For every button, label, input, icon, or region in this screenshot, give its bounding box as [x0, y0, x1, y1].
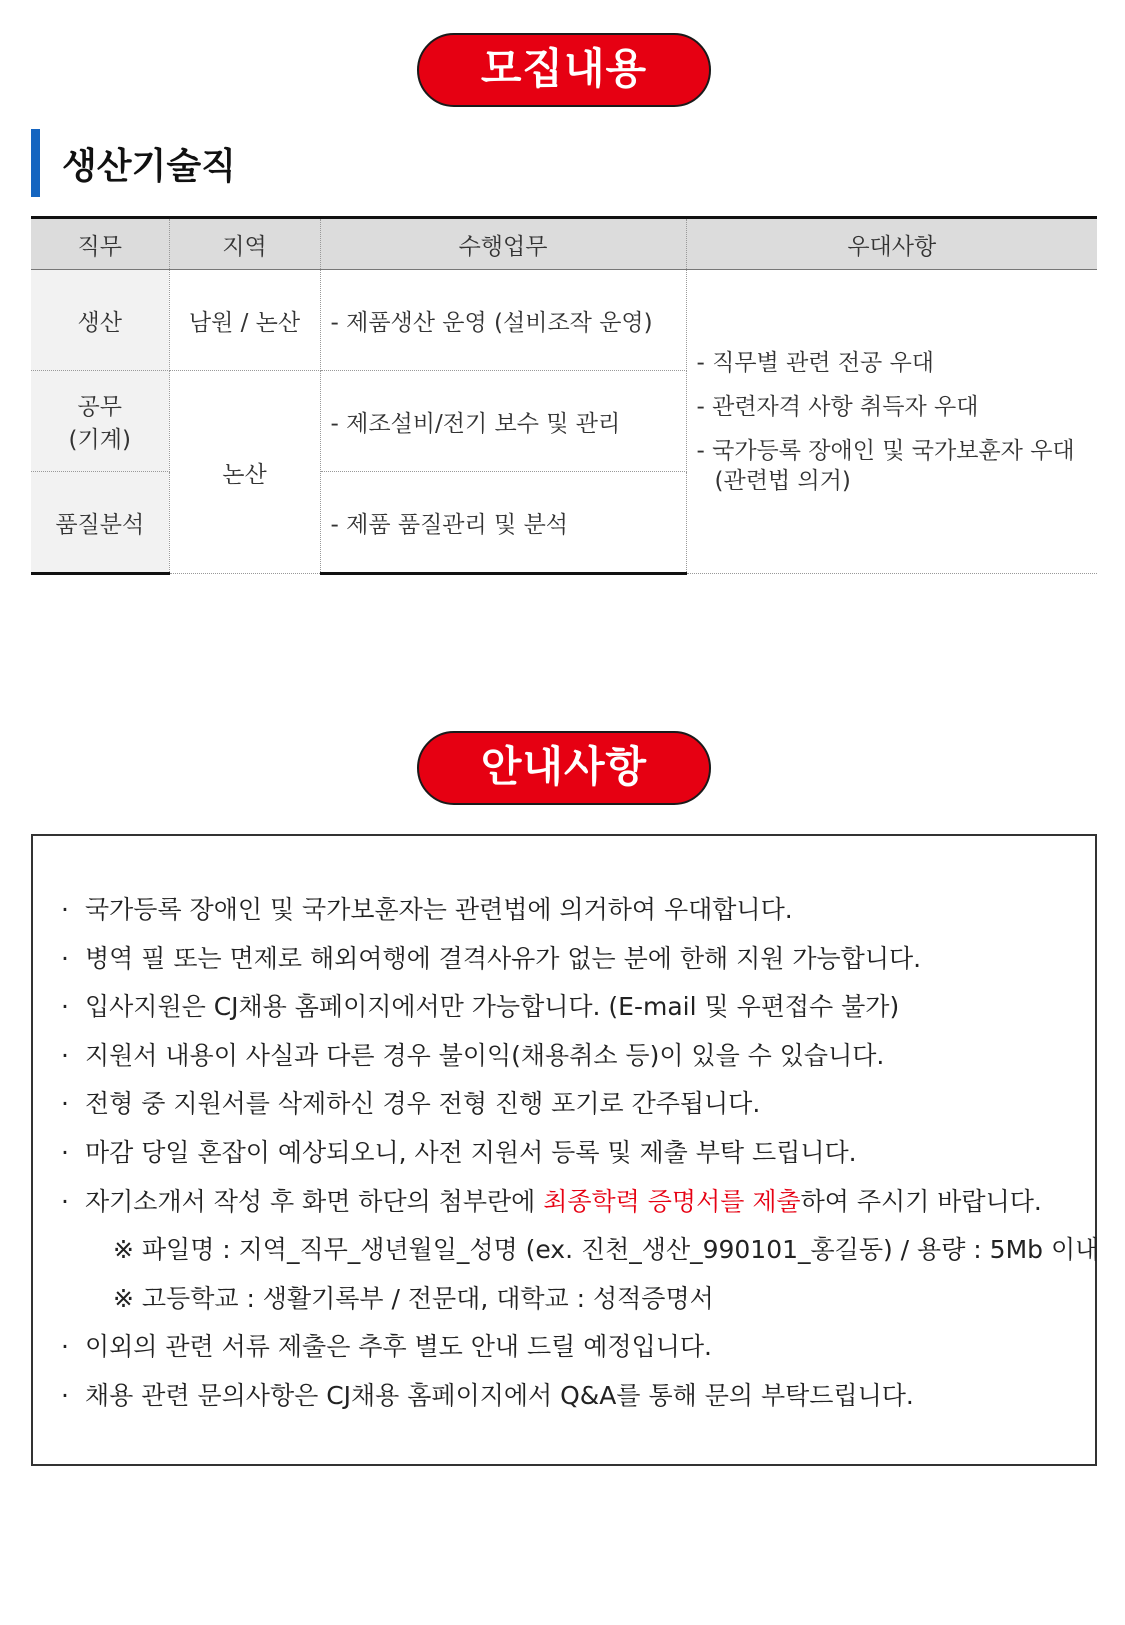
- preference-item: - 직무별 관련 전공 우대: [696, 349, 935, 376]
- preference-item: - 국가등록 장애인 및 국가보훈자 우대: [696, 437, 1075, 464]
- job-name: 공무: [77, 394, 122, 420]
- job-cell: 생산: [31, 270, 169, 371]
- list-item: · 이외의 관련 서류 제출은 추후 별도 안내 드릴 예정입니다.: [61, 1332, 712, 1362]
- preference-cell: [686, 270, 1097, 574]
- section-accent-bar: [31, 129, 40, 197]
- note-item: ※ 고등학교 : 생활기록부 / 전문대, 대학교 : 성적증명서: [113, 1283, 714, 1313]
- section-heading: [31, 129, 236, 197]
- header-job: 직무: [31, 218, 169, 270]
- highlight-text: 최종학력 증명서를 제출: [543, 1186, 801, 1216]
- region-cell: 논산: [169, 371, 320, 574]
- note-item: ※ 파일명 : 지역_직무_생년월일_성명 (ex. 진천_생산_990101_홍길동) / 용량 : 5Mb 이내: [113, 1235, 1100, 1265]
- recruit-table: [31, 216, 1097, 575]
- list-item: · 마감 당일 혼잡이 예상되오니, 사전 지원서 등록 및 제출 부탁 드립니다.: [61, 1137, 857, 1167]
- job-cell: [31, 371, 169, 472]
- section-title: 생산기술직: [62, 145, 236, 187]
- preference-item: - 관련자격 사항 취득자 우대: [696, 393, 979, 420]
- task-cell: - 제품생산 운영 (설비조작 운영): [320, 270, 686, 371]
- recruit-badge: 모집내용: [417, 33, 711, 107]
- list-item: · 병역 필 또는 면제로 해외여행에 결격사유가 없는 분에 한해 지원 가능합니다.: [61, 943, 922, 973]
- list-item: · 국가등록 장애인 및 국가보훈자는 관련법에 의거하여 우대합니다.: [61, 895, 793, 924]
- list-item: · 채용 관련 문의사항은 CJ채용 홈페이지에서 Q&A를 통해 문의 부탁드립니다.: [61, 1380, 914, 1410]
- header-task: 수행업무: [320, 218, 686, 270]
- list-item: · 전형 중 지원서를 삭제하신 경우 전형 진행 포기로 간주됩니다.: [61, 1089, 761, 1119]
- list-item-attachment: · 자기소개서 작성 후 화면 하단의 첨부란에 최종학력 증명서를 제출하여 주시기 바랍니다.: [61, 1186, 1042, 1216]
- list-item: · 지원서 내용이 사실과 다른 경우 불이익(채용취소 등)이 있을 수 있습니다.: [61, 1040, 885, 1070]
- region-cell: 남원 / 논산: [169, 270, 320, 371]
- preference-item-note: (관련법 의거): [714, 467, 851, 494]
- header-preference: 우대사항: [686, 218, 1097, 270]
- notice-list: [61, 886, 1099, 1421]
- notice-box: [31, 834, 1100, 1466]
- list-item: · 입사지원은 CJ채용 홈페이지에서만 가능합니다. (E-mail 및 우편접수 불가): [61, 992, 900, 1022]
- header-region: 지역: [169, 218, 320, 270]
- table-header-row: [31, 218, 1097, 270]
- job-cell: 품질분석: [31, 472, 169, 574]
- table-row: [31, 270, 1097, 371]
- task-cell: - 제품 품질관리 및 분석: [320, 472, 686, 574]
- job-subname: (기계): [68, 427, 131, 453]
- notice-badge: 안내사항: [417, 731, 711, 805]
- task-cell: - 제조설비/전기 보수 및 관리: [320, 371, 686, 472]
